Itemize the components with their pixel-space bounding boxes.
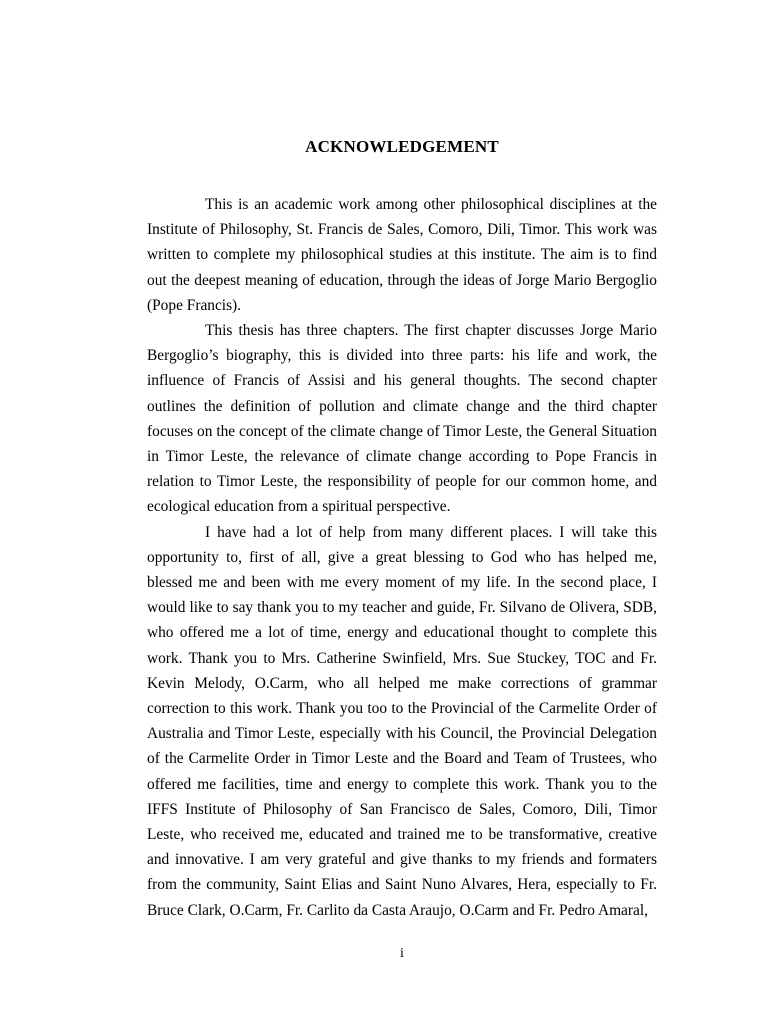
body-text xyxy=(147,192,657,923)
paragraph-3: I have had a lot of help from many different places. I will take this opportunity to, first of all, give a great blessing to God who has helped me, blessed me and been with me every moment of my life. In the second place, I would like to say thank you to my teacher and guide, Fr. Silvano de Olivera, SDB, who offered me a lot of time, energy and educational thought to complete this work. Thank you to Mrs. Catherine Swinfield, Mrs. Sue Stuckey, TOC and Fr. Kevin Melody, O.Carm, who all helped me make corrections of grammar correction to this work. Thank you too to the Provincial of the Carmelite Order of Australia and Timor Leste, especially with his Council, the Provincial Delegation of the Carmelite Order in Timor Leste and the Board and Team of Trustees, who offered me facilities, time and energy to complete this work. Thank you to the IFFS Institute of Philosophy of San Francisco de Sales, Comoro, Dili, Timor Leste, who received me, educated and trained me to be transformative, creative and innovative. I am very grateful and give thanks to my friends and formaters from the community, Saint Elias and Saint Nuno Alvares, Hera, especially to Fr. Bruce Clark, O.Carm, Fr. Carlito da Casta Araujo, O.Carm and Fr. Pedro Amaral, xyxy=(147,523,657,919)
page-title: ACKNOWLEDGEMENT xyxy=(305,137,499,156)
paragraph-2: This thesis has three chapters. The first chapter discusses Jorge Mario Bergoglio’s biography, this is divided into three parts: his life and work, the influence of Francis of Assisi and his general thoughts. The second chapter outlines the definition of pollution and climate change and the third chapter focuses on the concept of the climate change of Timor Leste, the General Situation in Timor Leste, the relevance of climate change according to Pope Francis in relation to Timor Leste, the responsibility of people for our common home, and ecological education from a spiritual perspective. xyxy=(147,322,657,516)
page-number: i xyxy=(400,946,404,961)
paragraph-1: This is an academic work among other philosophical disciplines at the Institute of Philosophy, St. Francis de Sales, Comoro, Dili, Timor. This work was written to complete my philosophical studies at this institute. The aim is to find out the deepest meaning of education, through the ideas of Jorge Mario Bergoglio (Pope Francis). xyxy=(147,196,657,314)
